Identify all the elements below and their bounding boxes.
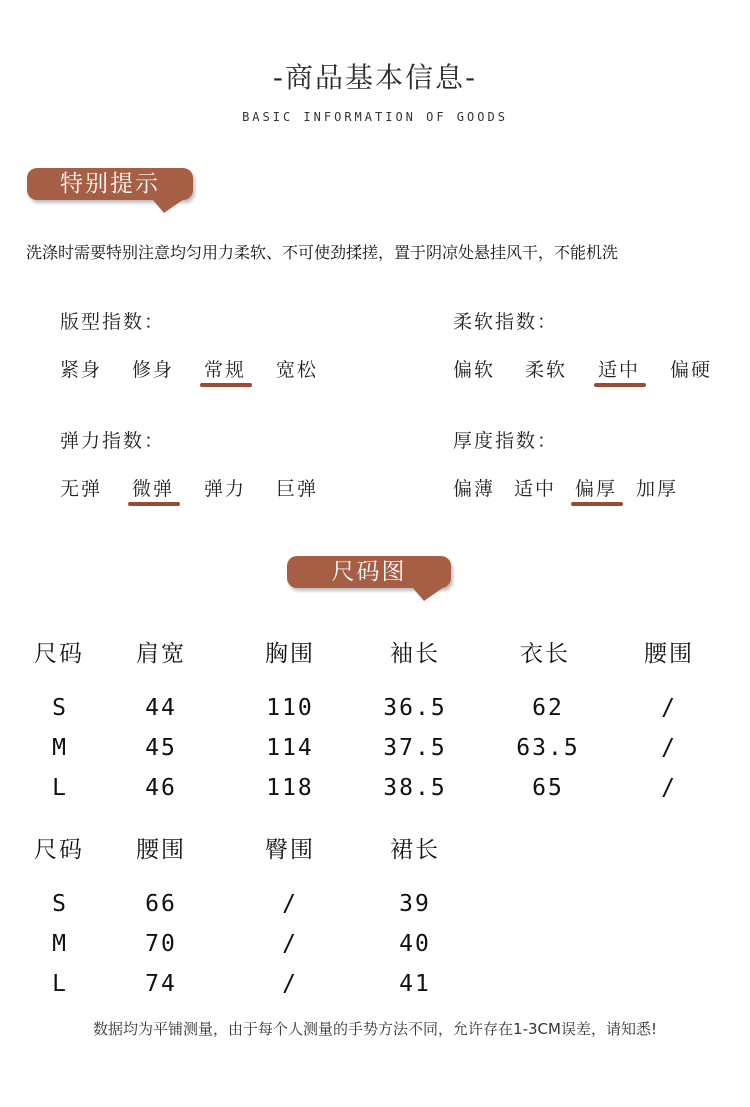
- table-cell: 74: [145, 971, 177, 997]
- softness-option: 偏硬: [670, 359, 713, 381]
- table-cell: 41: [399, 971, 431, 997]
- softness-option: 柔软: [525, 359, 568, 381]
- thickness-index-title: 厚度指数：: [453, 430, 559, 452]
- table-cell: L: [52, 775, 68, 801]
- top-table-header: 尺码: [34, 641, 84, 667]
- softness-index-title: 柔软指数：: [453, 311, 559, 333]
- elasticity-option: 弹力: [204, 478, 247, 500]
- thickness-option: 偏薄: [453, 478, 496, 500]
- table-cell: L: [52, 971, 68, 997]
- table-cell: S: [52, 891, 68, 917]
- table-cell: /: [282, 891, 298, 917]
- table-cell: 66: [145, 891, 177, 917]
- thickness-option-selected: 偏厚: [575, 478, 618, 500]
- care-instructions: 洗涤时需要特别注意均匀用力柔软、不可使劲揉搓，置于阴凉处悬挂风干，不能机洗: [26, 243, 619, 262]
- table-cell: 45: [145, 735, 177, 761]
- table-cell: /: [661, 735, 677, 761]
- table-cell: 38.5: [383, 775, 447, 801]
- table-cell: 118: [266, 775, 314, 801]
- softness-selected-underline: [594, 383, 646, 387]
- table-cell: 62: [532, 695, 564, 721]
- table-cell: /: [282, 971, 298, 997]
- table-cell: S: [52, 695, 68, 721]
- fit-option: 修身: [132, 359, 175, 381]
- thickness-selected-underline: [571, 502, 623, 506]
- table-cell: 44: [145, 695, 177, 721]
- table-cell: 39: [399, 891, 431, 917]
- softness-option: 偏软: [453, 359, 496, 381]
- elasticity-option: 无弹: [60, 478, 103, 500]
- softness-option-selected: 适中: [598, 359, 641, 381]
- table-cell: 110: [266, 695, 314, 721]
- notice-tag-tail: [152, 199, 184, 213]
- fit-index-title: 版型指数：: [60, 311, 166, 333]
- top-table-header: 腰围: [644, 641, 694, 667]
- table-cell: 114: [266, 735, 314, 761]
- table-cell: 36.5: [383, 695, 447, 721]
- fit-option: 紧身: [60, 359, 103, 381]
- size-chart-tag-tail: [412, 587, 444, 601]
- elasticity-option-selected: 微弹: [132, 478, 175, 500]
- table-cell: 70: [145, 931, 177, 957]
- bottom-table-header: 尺码: [34, 837, 84, 863]
- size-chart-tag: 尺码图: [287, 556, 451, 588]
- elasticity-index-title: 弹力指数：: [60, 430, 166, 452]
- table-cell: 40: [399, 931, 431, 957]
- notice-tag: 特别提示: [27, 168, 193, 200]
- table-cell: 37.5: [383, 735, 447, 761]
- thickness-option: 适中: [514, 478, 557, 500]
- fit-option-selected: 常规: [204, 359, 247, 381]
- top-table-header: 袖长: [390, 641, 440, 667]
- table-cell: /: [282, 931, 298, 957]
- top-table-header: 肩宽: [136, 641, 186, 667]
- measurement-note: 数据均为平铺测量，由于每个人测量的手势方法不同，允许存在1-3CM误差，请知悉!: [93, 1020, 657, 1038]
- elasticity-selected-underline: [128, 502, 180, 506]
- table-cell: 65: [532, 775, 564, 801]
- page-subtitle: BASIC INFORMATION OF GOODS: [242, 110, 508, 124]
- thickness-option: 加厚: [636, 478, 679, 500]
- table-cell: /: [661, 695, 677, 721]
- table-cell: 46: [145, 775, 177, 801]
- top-table-header: 胸围: [265, 641, 315, 667]
- table-cell: /: [661, 775, 677, 801]
- fit-selected-underline: [200, 383, 252, 387]
- bottom-table-header: 腰围: [136, 837, 186, 863]
- table-cell: 63.5: [516, 735, 580, 761]
- elasticity-option: 巨弹: [276, 478, 319, 500]
- table-cell: M: [52, 735, 68, 761]
- top-table-header: 衣长: [520, 641, 570, 667]
- bottom-table-header: 裙长: [390, 837, 440, 863]
- table-cell: M: [52, 931, 68, 957]
- fit-option: 宽松: [276, 359, 319, 381]
- page-title: -商品基本信息-: [272, 61, 478, 94]
- bottom-table-header: 臀围: [265, 837, 315, 863]
